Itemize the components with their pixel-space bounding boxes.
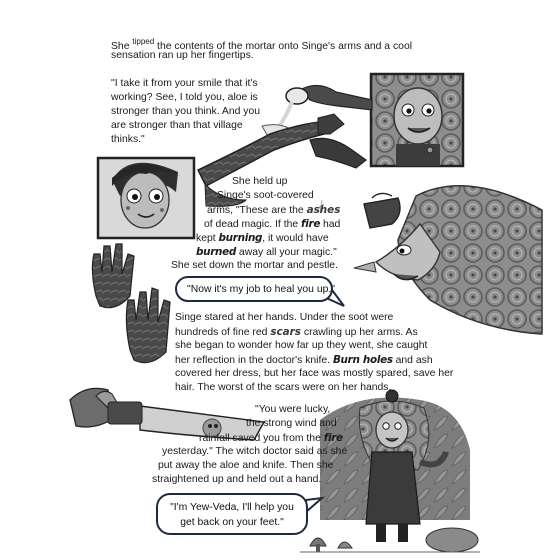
text-line: put away the aloe and knife. Then she xyxy=(158,460,334,471)
text-line: covered her dress, but her face was mostly spared, save her xyxy=(175,368,454,379)
text-span: arms, "These are the xyxy=(207,205,307,216)
mushrooms-and-rock xyxy=(300,528,480,552)
text-emphasis: burned xyxy=(196,246,237,258)
text-line: She xyxy=(111,41,133,52)
text-line: straightened up and held out a hand. xyxy=(152,474,322,485)
text-line xyxy=(196,231,329,246)
text-span: kept xyxy=(196,233,219,244)
text-line xyxy=(199,431,343,446)
witch-doctor-portrait xyxy=(371,74,463,166)
text-span: crawling up her arms. As xyxy=(300,327,418,338)
text-line: Singe's soot-covered xyxy=(217,190,314,201)
text-line: yesterday." The witch doctor said as she xyxy=(162,446,348,457)
text-span: and ash xyxy=(392,355,433,366)
text-span: of dead magic. If the xyxy=(204,219,302,230)
text-line: are stronger than that village xyxy=(111,120,243,131)
text-line xyxy=(175,353,433,368)
text-line xyxy=(196,245,337,260)
bubble-tail-2 xyxy=(306,498,322,512)
text-span: her reflection in the doctor's knife. xyxy=(175,355,333,366)
text-line: the contents of the mortar onto Singe's arms and a cool xyxy=(154,41,413,52)
text-span: hundreds of fine red xyxy=(175,327,271,338)
text-line: the strong wind and xyxy=(246,418,337,429)
text-span: rainfall saved you from the xyxy=(199,433,324,444)
text-emphasis: burning xyxy=(218,232,263,244)
text-line: she began to wonder how far up they went, she caught xyxy=(175,340,428,351)
text-line: working? See, I told you, aloe is xyxy=(111,92,258,103)
bubble-line: "I'm Yew-Veda, I'll help you xyxy=(170,502,294,513)
text-emphasis: ashes xyxy=(306,204,341,216)
text-span: , it would have xyxy=(262,233,329,244)
text-line: "You were lucky, xyxy=(255,404,331,415)
text-emphasis: scars xyxy=(270,326,301,338)
text-line xyxy=(207,203,340,218)
text-line: Singe stared at her hands. Under the soot were xyxy=(175,312,394,323)
text-line xyxy=(175,325,418,340)
yew-veda-standing xyxy=(320,390,470,542)
text-span: away all your magic." xyxy=(236,247,337,258)
text-emphasis: Burn holes xyxy=(332,354,393,366)
speech-bubble-1: "Now it's my job to heal you up." xyxy=(175,276,333,302)
text-emphasis: fire xyxy=(323,432,343,444)
text-line: thinks." xyxy=(111,134,145,145)
scarred-hands xyxy=(92,244,170,363)
text-line: stronger than you think. And you xyxy=(111,106,261,117)
text-line: She held up xyxy=(232,176,288,187)
text-line: "I take it from your smile that it's xyxy=(111,78,258,89)
speech-bubble-2 xyxy=(156,493,308,535)
text-line: hair. The worst of the scars were on her hands. xyxy=(175,382,392,393)
text-line xyxy=(204,217,340,232)
text-line: sensation ran up her fingertips. xyxy=(111,50,254,61)
text-span: had xyxy=(320,219,341,230)
text-line: She set down the mortar and pestle. xyxy=(171,260,338,271)
singe-portrait xyxy=(98,158,194,238)
bubble-line: get back on your feet." xyxy=(180,516,284,528)
text-emphasis: tipped xyxy=(132,37,155,46)
text-emphasis: fire xyxy=(301,218,321,230)
